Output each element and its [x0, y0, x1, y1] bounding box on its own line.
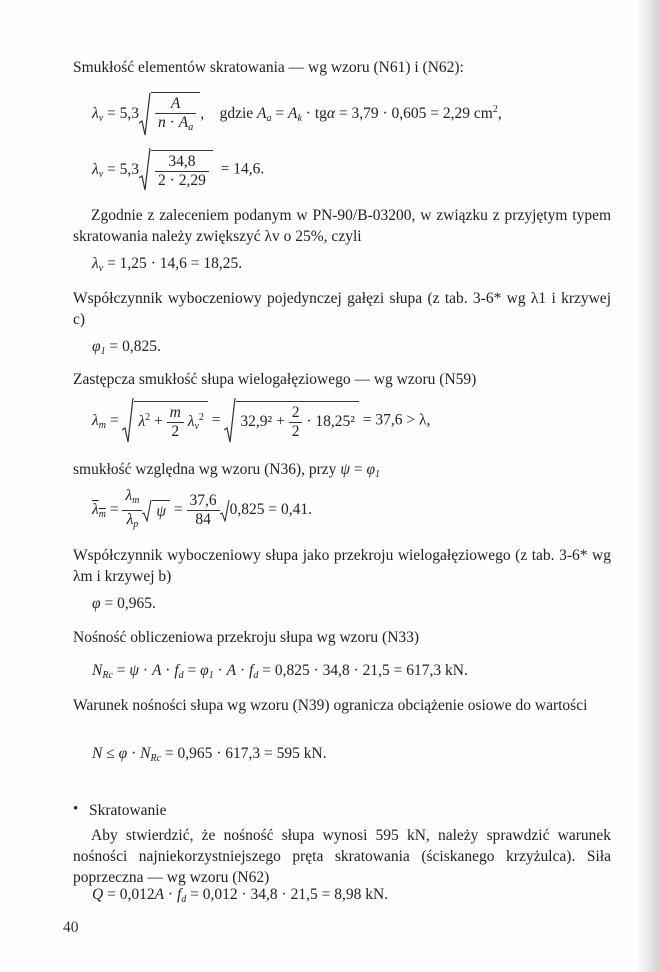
paragraph-standard-recommendation: Zgodnie z zaleceniem podanym w PN-90/B-03200, w związku z przyjętym typem skratowania należy zwiększyć λv o 25%, czyli — [73, 207, 611, 245]
equation-slenderness-formula: $\lambda_v = 5,3$ $\frac{A}{n \cdot A_a}$ , gdzie $A_a = A_k \cdot tg\alpha = 3,79 \cdot 0,605 = 2,29$ $cm^2$, — [92, 92, 502, 137]
paragraph-lacing-check: Aby stwierdzić, że nośność słupa wynosi 595 kN, należy sprawdzić warunek nośności najniekorzystniejszego pręta skratowania (ściskanego krzyżulca). Siła poprzeczna — wg wzoru (N62) — [73, 827, 611, 886]
paragraph-relative-slenderness: smukłość względna wg wzoru (N36), przy $\psi = \varphi_1$ — [73, 461, 381, 480]
eq5-frac-num: 2 — [289, 404, 303, 423]
paragraph-buckling-coefficient-branch: Współczynnik wyboczeniowy pojedynczej gałęzi słupa (z tab. 3-6* wg λ1 i krzywej c) — [73, 290, 611, 328]
page-edge-shadow — [638, 0, 660, 972]
eq8-result: = 0,825 · 34,8 · 21,5 = 617,3 kN. — [262, 662, 468, 679]
eq2-numerator: 34,8 — [155, 153, 209, 172]
section-heading-lacing: Skratowanie — [89, 802, 167, 819]
equation-equivalent-slenderness: $\lambda_m = \lambda^2$ + $\frac{m}{2}$ $\lambda_v^2 = 32,9^2$ + $\frac{2}{2}$ · 18,25² = 37,6 > λ, — [92, 398, 430, 444]
paragraph-buckling-coefficient-column: Współczynnik wyboczeniowy słupa jako przekroju wielogałęziowego (z tab. 3-6* wg λm i krzywej b) — [73, 547, 611, 585]
eq4-result: = 0,825. — [109, 338, 161, 355]
paragraph-capacity-condition: Warunek nośności słupa wg wzoru (N39) ogranicza obciążenie osiowe do wartości — [73, 697, 588, 714]
equation-relative-slenderness: $\lambda_m$ = $\frac{\lambda_m}{\lambda_p}$ ψ = $\frac{37,6}{84}$ 0,825 = 0,41. — [92, 487, 313, 530]
eq2-denominator: 2 · 2,29 — [158, 172, 206, 189]
equation-slenderness-value: $\lambda_v = 5,3$ $\frac{34,8}{2 \cdot 2,29}$ = 14,6. — [92, 148, 264, 192]
equation-shear-force: $Q = 0,012A \cdot f_d = 0,012 \cdot 34,8 \cdot 21,5 = 8,98$ kN. — [92, 886, 389, 905]
page-number: 40 — [63, 919, 79, 936]
equation-design-capacity: $N_{Rc} = \psi \cdot A \cdot f_d = \varphi_1 \cdot A \cdot f_d = 0,825 \cdot 34,8 \cdot 21,5 = 617,3$ kN. — [92, 662, 468, 681]
eq1-value: = 3,79 · 0,605 = 2,29 cm — [338, 105, 493, 123]
bullet-point: • — [73, 801, 79, 817]
intro-line: Smukłość elementów skratowania — wg wzoru (N61) i (N62): — [73, 59, 464, 76]
eq5-radicand: 32,9² + — [240, 413, 289, 431]
equation-increased-slenderness: $\lambda_v = 1,25 \cdot 14,6 = 18,25$. — [92, 255, 243, 274]
equation-axial-load-limit: $N \le \varphi \cdot N_{Rc} = 0,965 \cdot 617,3 = 595$ kN. — [92, 745, 327, 764]
equation-phi1: $\varphi_1 = 0,825$. — [92, 338, 161, 357]
eq5-tail: · 18,25² — [306, 413, 355, 431]
eq3-result: = 1,25 · 14,6 = 18,25. — [107, 255, 243, 272]
equation-phi: φ = 0,965. — [92, 595, 156, 612]
eq9-result: = 0,965 · 617,3 = 595 kN. — [164, 745, 327, 762]
eq6-denominator: 84 — [195, 511, 211, 528]
eq1-tail: , — [497, 105, 502, 123]
eq6-result: 0,825 = 0,41. — [229, 501, 313, 519]
paragraph-equivalent-slenderness: Zastępcza smukłość słupa wielogałęziowego — wg wzoru (N59) — [73, 371, 477, 388]
eq1-where: gdzie — [219, 105, 254, 123]
eq1-unit-exponent: 2 — [492, 104, 498, 116]
eq5-frac-den: 2 — [291, 423, 300, 440]
paragraph-design-capacity: Nośność obliczeniowa przekroju słupa wg wzoru (N33) — [73, 629, 420, 646]
eq6-numerator: 37,6 — [187, 492, 220, 511]
eq2-result: = 14,6. — [220, 160, 265, 178]
eq7-result: = 0,965. — [104, 595, 156, 612]
eq10-result: = 0,012 · 34,8 · 21,5 = 8,98 kN. — [190, 886, 389, 903]
eq5-result: = 37,6 > λ, — [362, 411, 431, 429]
para4-text: smukłość względna wg wzoru (N36), przy — [73, 461, 337, 478]
